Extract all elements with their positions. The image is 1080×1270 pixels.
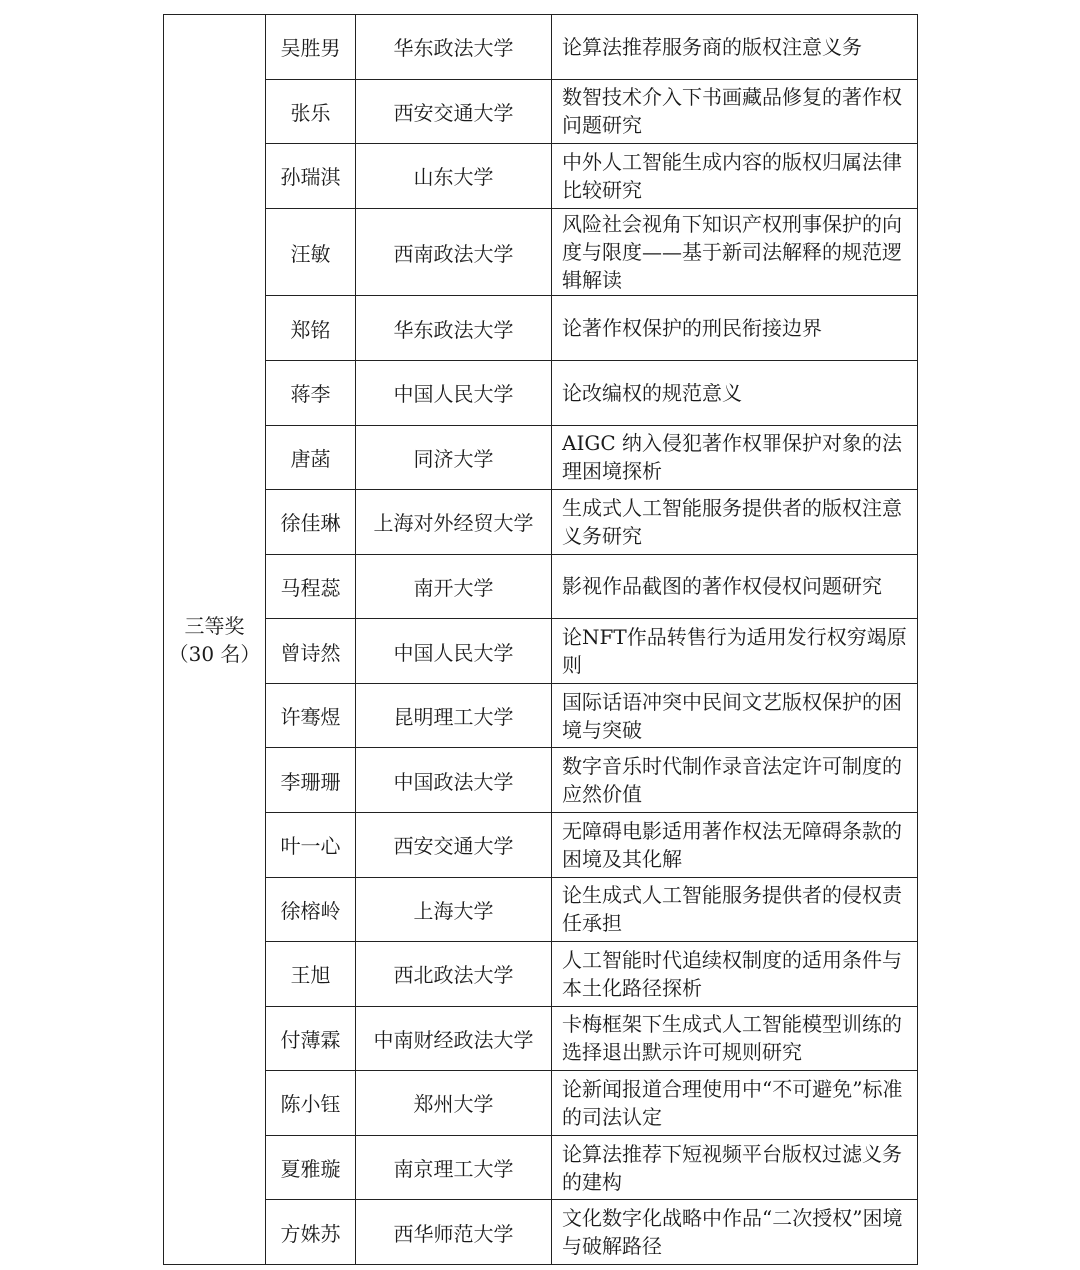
university-name: 西北政法大学 <box>356 942 552 1007</box>
paper-title: 数字音乐时代制作录音法定许可制度的应然价值 <box>552 748 918 813</box>
university-name: 华东政法大学 <box>356 296 552 361</box>
paper-title: AIGC 纳入侵犯著作权罪保护对象的法理困境探析 <box>552 425 918 490</box>
paper-title: 数智技术介入下书画藏品修复的著作权问题研究 <box>552 79 918 144</box>
table-row <box>164 1006 918 1071</box>
table-row <box>164 144 918 209</box>
university-name: 西安交通大学 <box>356 79 552 144</box>
paper-title: 无障碍电影适用著作权法无障碍条款的困境及其化解 <box>552 812 918 877</box>
award-level-label: 三等奖 <box>184 613 245 638</box>
winner-name: 陈小钰 <box>266 1071 356 1136</box>
table-row <box>164 1200 918 1265</box>
winner-name: 李珊珊 <box>266 748 356 813</box>
award-level-cell <box>164 15 266 1265</box>
table-row <box>164 812 918 877</box>
university-name: 上海对外经贸大学 <box>356 490 552 555</box>
paper-title: 论算法推荐下短视频平台版权过滤义务的建构 <box>552 1135 918 1200</box>
winner-name: 马程蕊 <box>266 554 356 619</box>
table-row <box>164 1135 918 1200</box>
winner-name: 曾诗然 <box>266 619 356 684</box>
winner-name: 唐菡 <box>266 425 356 490</box>
paper-title: 中外人工智能生成内容的版权归属法律比较研究 <box>552 144 918 209</box>
university-name: 中国人民大学 <box>356 361 552 426</box>
university-name: 山东大学 <box>356 144 552 209</box>
paper-title: 论著作权保护的刑民衔接边界 <box>552 296 918 361</box>
paper-title: 论新闻报道合理使用中“不可避免”标准的司法认定 <box>552 1071 918 1136</box>
table-row <box>164 942 918 1007</box>
paper-title: 影视作品截图的著作权侵权问题研究 <box>552 554 918 619</box>
winner-name: 王旭 <box>266 942 356 1007</box>
winner-name: 吴胜男 <box>266 15 356 80</box>
winner-name: 汪敏 <box>266 208 356 296</box>
winner-name: 叶一心 <box>266 812 356 877</box>
award-table <box>163 14 918 1265</box>
university-name: 上海大学 <box>356 877 552 942</box>
university-name: 西南政法大学 <box>356 208 552 296</box>
university-name: 南开大学 <box>356 554 552 619</box>
university-name: 西华师范大学 <box>356 1200 552 1265</box>
table-row <box>164 490 918 555</box>
paper-title: 国际话语冲突中民间文艺版权保护的困境与突破 <box>552 683 918 748</box>
table-row <box>164 425 918 490</box>
university-name: 华东政法大学 <box>356 15 552 80</box>
winner-name: 付薄霖 <box>266 1006 356 1071</box>
table-row <box>164 361 918 426</box>
winner-name: 蒋李 <box>266 361 356 426</box>
paper-title: 人工智能时代追续权制度的适用条件与本土化路径探析 <box>552 942 918 1007</box>
university-name: 中国人民大学 <box>356 619 552 684</box>
paper-title: 卡梅框架下生成式人工智能模型训练的选择退出默示许可规则研究 <box>552 1006 918 1071</box>
paper-title: 论算法推荐服务商的版权注意义务 <box>552 15 918 80</box>
winner-name: 郑铭 <box>266 296 356 361</box>
winner-name: 张乐 <box>266 79 356 144</box>
winner-name: 许骞煜 <box>266 683 356 748</box>
winner-name: 方姝苏 <box>266 1200 356 1265</box>
winner-name: 徐佳琳 <box>266 490 356 555</box>
paper-title: 生成式人工智能服务提供者的版权注意义务研究 <box>552 490 918 555</box>
table-row <box>164 79 918 144</box>
winner-name: 孙瑞淇 <box>266 144 356 209</box>
table-row <box>164 748 918 813</box>
university-name: 中南财经政法大学 <box>356 1006 552 1071</box>
award-table-body <box>164 15 918 1265</box>
table-row <box>164 15 918 80</box>
university-name: 西安交通大学 <box>356 812 552 877</box>
university-name: 昆明理工大学 <box>356 683 552 748</box>
university-name: 同济大学 <box>356 425 552 490</box>
table-row <box>164 296 918 361</box>
table-row <box>164 683 918 748</box>
award-count: （30 名） <box>168 641 261 666</box>
table-row <box>164 208 918 296</box>
paper-title: 论NFT作品转售行为适用发行权穷竭原则 <box>552 619 918 684</box>
table-row <box>164 1071 918 1136</box>
table-row <box>164 877 918 942</box>
paper-title: 风险社会视角下知识产权刑事保护的向度与限度——基于新司法解释的规范逻辑解读 <box>552 208 918 296</box>
university-name: 郑州大学 <box>356 1071 552 1136</box>
university-name: 中国政法大学 <box>356 748 552 813</box>
winner-name: 徐榕岭 <box>266 877 356 942</box>
paper-title: 论生成式人工智能服务提供者的侵权责任承担 <box>552 877 918 942</box>
table-row <box>164 619 918 684</box>
table-row <box>164 554 918 619</box>
paper-title: 论改编权的规范意义 <box>552 361 918 426</box>
paper-title: 文化数字化战略中作品“二次授权”困境与破解路径 <box>552 1200 918 1265</box>
winner-name: 夏雅璇 <box>266 1135 356 1200</box>
university-name: 南京理工大学 <box>356 1135 552 1200</box>
